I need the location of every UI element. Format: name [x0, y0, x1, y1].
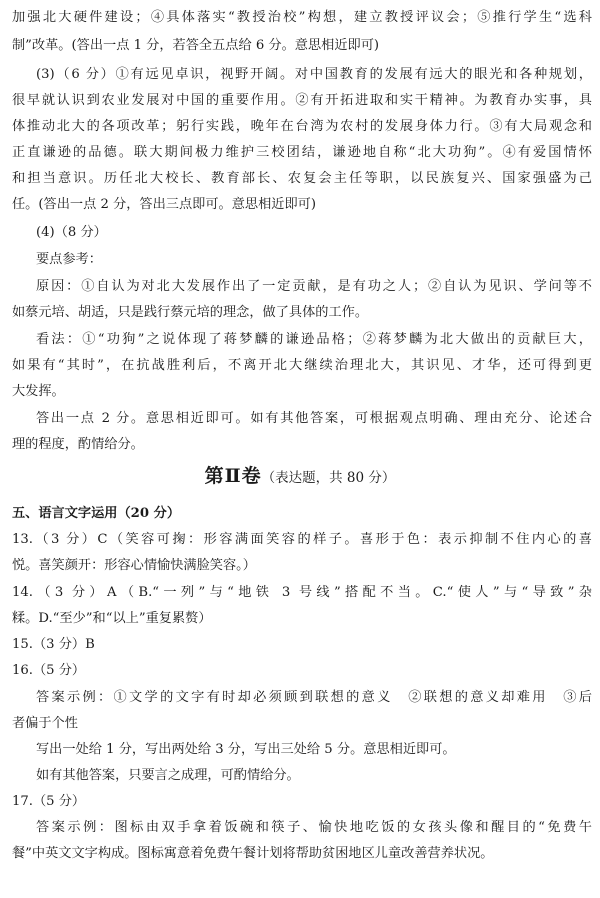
text-line: 糅。D.“至少”和“以上”重复累赘）: [12, 611, 212, 626]
text-line: 16.（5 分）: [12, 663, 86, 678]
text-line: 答案示例：图标由双手拿着饭碗和筷子、愉快地吃饭的女孩头像和醒目的“免费午: [36, 820, 592, 835]
text-line: 14.（3 分）A（B.“一列”与“地铁 3 号线”搭配不当。C.“使人”与“导致”杂: [12, 585, 592, 600]
text-line: (3)（6 分）①有远见卓识，视野开阔。对中国教育的发展有远大的眼光和各种规划，: [36, 67, 592, 82]
text-line: 餐”中英文文字构成。图标寓意着免费午餐计划将帮助贫困地区儿童改善营养状况。: [12, 846, 494, 861]
section-title-sub: （表达题，共 80 分）: [261, 470, 396, 486]
text-line: 制”改革。(答出一点 1 分，若答全五点给 6 分。意思相近即可): [12, 38, 380, 53]
text-line: 大发挥。: [12, 384, 65, 399]
text-line: 加强北大硬件建设；④具体落实“教授治校”构想，建立教授评议会；⑤推行学生“选科: [12, 10, 592, 25]
text-line: 者偏于个性: [12, 716, 78, 731]
text-line: 15.（3 分）B: [12, 637, 95, 652]
text-line: 很早就认识到农业发展对中国的重要作用。②有开拓进取和实干精神。为教育办实事，具: [12, 93, 592, 108]
text-line: 如果有“其时”，在抗战胜利后，不离开北大继续治理北大，其识见、才华，还可得到更: [12, 358, 592, 373]
text-line: 要点参考：: [36, 252, 102, 267]
text-line: 悦。喜笑颜开：形容心情愉快满脸笑容。）: [12, 558, 256, 573]
text-line: 17.（5 分）: [12, 794, 86, 809]
text-line: 理的程度，酌情给分。: [12, 437, 144, 452]
text-line: 如蔡元培、胡适，只是践行蔡元培的理念，做了具体的工作。: [12, 305, 369, 320]
text-line: 体推动北大的各项改革；躬行实践，晚年在台湾为农村的发展身体力行。③有大局观念和: [12, 119, 592, 134]
text-line: 和担当意识。历任北大校长、教育部长、农复会主任等职，以民族复兴、国家强盛为己: [12, 171, 592, 186]
text-line: 正直谦逊的品德。联大期间极力维护三校团结，谦逊地自称“北大功狗”。④有爱国情怀: [12, 145, 592, 160]
text-line: 看法：①“功狗”之说体现了蒋梦麟的谦逊品格；②蒋梦麟为北大做出的贡献巨大，: [36, 332, 592, 347]
text-line: 如有其他答案，只要言之成理，可酌情给分。: [36, 768, 300, 783]
section-title-main: 第Ⅱ卷: [204, 465, 262, 487]
text-line: 原因：①自认为对北大发展作出了一定贡献，是有功之人；②自认为见识、学问等不: [36, 279, 592, 294]
text-line: 答出一点 2 分。意思相近即可。如有其他答案，可根据观点明确、理由充分、论述合: [36, 411, 592, 426]
text-line: 13.（3 分）C（笑容可掬：形容满面笑容的样子。喜形于色：表示抑制不住内心的喜: [12, 532, 592, 547]
text-line: 任。(答出一点 2 分，答出三点即可。意思相近即可): [12, 197, 316, 212]
section-title: [0, 462, 600, 490]
text-line: (4)（8 分）: [36, 225, 107, 240]
text-line: 写出一处给 1 分，写出两处给 3 分，写出三处给 5 分。意思相近即可。: [36, 742, 456, 757]
section-heading: 五、语言文字运用（20 分）: [12, 506, 181, 521]
text-line: 答案示例：①文学的文字有时却必须顾到联想的意义 ②联想的意义却难用 ③后: [36, 690, 592, 705]
